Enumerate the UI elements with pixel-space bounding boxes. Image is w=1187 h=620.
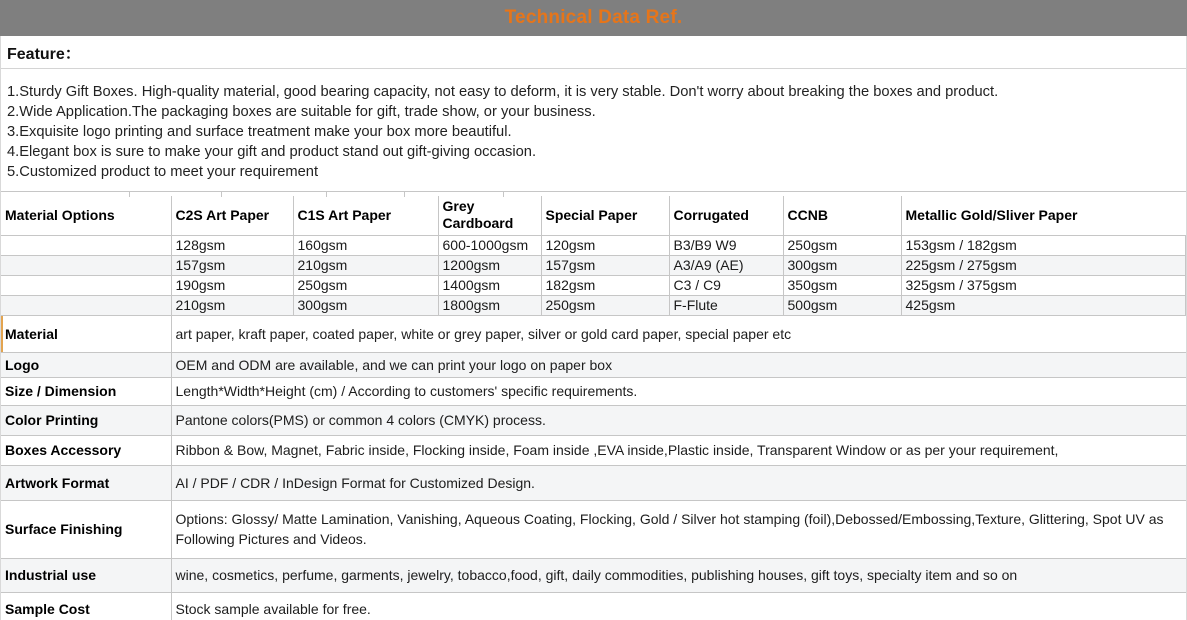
table-cell: 210gsm — [171, 295, 293, 315]
table-cell: 153gsm / 182gsm — [901, 235, 1186, 255]
table-cell: 250gsm — [783, 235, 901, 255]
table-cell — [1, 255, 171, 275]
row-value: Pantone colors(PMS) or common 4 colors (CMYK) process. — [171, 405, 1186, 435]
table-cell: 210gsm — [293, 255, 438, 275]
title-bar — [0, 0, 1187, 36]
table-cell: F-Flute — [669, 295, 783, 315]
detail-row-boxes-accessory — [1, 435, 1186, 465]
column-header-row — [1, 196, 1186, 235]
material-option-row — [1, 295, 1186, 315]
table-top-remnant — [1, 191, 1186, 196]
column-header-grey-cardboard: Grey Cardboard — [438, 196, 541, 235]
divider — [221, 192, 222, 197]
content — [0, 36, 1187, 620]
divider — [503, 192, 504, 197]
detail-row-industrial-use — [1, 558, 1186, 592]
table-cell: 157gsm — [541, 255, 669, 275]
table-cell: C3 / C9 — [669, 275, 783, 295]
table-cell: 190gsm — [171, 275, 293, 295]
material-option-row — [1, 235, 1186, 255]
divider — [326, 192, 327, 197]
row-value: Ribbon & Bow, Magnet, Fabric inside, Flocking inside, Foam inside ,EVA inside,Plastic inside, Transparent Window or as per your requirement, — [171, 435, 1186, 465]
divider — [129, 192, 130, 197]
divider — [404, 192, 405, 197]
table-cell: 157gsm — [171, 255, 293, 275]
feature-item: 5.Customized product to meet your requirement — [7, 164, 319, 180]
feature-item: 3.Exquisite logo printing and surface treatment make your box more beautiful. — [7, 124, 512, 140]
column-header-material-options: Material Options — [1, 196, 171, 235]
row-value: OEM and ODM are available, and we can print your logo on paper box — [171, 352, 1186, 377]
row-value: AI / PDF / CDR / InDesign Format for Customized Design. — [171, 465, 1186, 500]
table-cell: 1400gsm — [438, 275, 541, 295]
table-cell: 250gsm — [541, 295, 669, 315]
table-cell: 225gsm / 275gsm — [901, 255, 1186, 275]
table-cell: 425gsm — [901, 295, 1186, 315]
row-label: Artwork Format — [1, 465, 171, 500]
detail-row-color-printing — [1, 405, 1186, 435]
table-cell — [1, 235, 171, 255]
column-header-metallic-paper: Metallic Gold/Sliver Paper — [901, 196, 1186, 235]
material-option-row — [1, 275, 1186, 295]
table-cell: 182gsm — [541, 275, 669, 295]
feature-item: 2.Wide Application.The packaging boxes are suitable for gift, trade show, or your business. — [7, 104, 596, 120]
page-title: Technical Data Ref. — [504, 7, 683, 28]
detail-row-size-dimension — [1, 377, 1186, 405]
row-value: wine, cosmetics, perfume, garments, jewelry, tobacco,food, gift, daily commodities, publishing houses, gift toys, specialty item and so on — [171, 558, 1186, 592]
table-cell — [1, 295, 171, 315]
spec-table — [1, 196, 1186, 620]
detail-row-material — [1, 315, 1186, 352]
row-label: Surface Finishing — [1, 500, 171, 558]
detail-row-surface-finishing — [1, 500, 1186, 558]
table-cell: A3/A9 (AE) — [669, 255, 783, 275]
table-cell: 160gsm — [293, 235, 438, 255]
table-cell: B3/B9 W9 — [669, 235, 783, 255]
feature-list — [1, 69, 1186, 191]
row-label: Industrial use — [1, 558, 171, 592]
table-cell: 300gsm — [293, 295, 438, 315]
row-value: Stock sample available for free. — [171, 592, 1186, 620]
table-cell: 128gsm — [171, 235, 293, 255]
column-header-c1s-art-paper: C1S Art Paper — [293, 196, 438, 235]
table-cell: 325gsm / 375gsm — [901, 275, 1186, 295]
column-header-c2s-art-paper: C2S Art Paper — [171, 196, 293, 235]
row-value: Options: Glossy/ Matte Lamination, Vanishing, Aqueous Coating, Flocking, Gold / Silver hot stamping (foil),Debossed/Embossing,Texture, Glittering, Spot UV as Following Pictures and Videos. — [171, 500, 1186, 558]
row-label: Size / Dimension — [1, 377, 171, 405]
row-label: Logo — [1, 352, 171, 377]
row-label: Material — [1, 315, 171, 352]
row-label: Color Printing — [1, 405, 171, 435]
table-cell: 500gsm — [783, 295, 901, 315]
feature-item: 1.Sturdy Gift Boxes. High-quality material, good bearing capacity, not easy to deform, it is very stable. Don't worry about breaking the boxes and product. — [7, 84, 999, 100]
material-option-row — [1, 255, 1186, 275]
detail-row-artwork-format — [1, 465, 1186, 500]
column-header-corrugated: Corrugated — [669, 196, 783, 235]
detail-row-sample-cost — [1, 592, 1186, 620]
feature-heading: Feature： — [1, 36, 1186, 69]
table-cell: 250gsm — [293, 275, 438, 295]
table-cell: 350gsm — [783, 275, 901, 295]
column-header-ccnb: CCNB — [783, 196, 901, 235]
row-label: Sample Cost — [1, 592, 171, 620]
row-value: Length*Width*Height (cm) / According to customers' specific requirements. — [171, 377, 1186, 405]
table-cell — [1, 275, 171, 295]
detail-row-logo — [1, 352, 1186, 377]
table-cell: 300gsm — [783, 255, 901, 275]
feature-item: 4.Elegant box is sure to make your gift and product stand out gift-giving occasion. — [7, 144, 537, 160]
table-cell: 1200gsm — [438, 255, 541, 275]
row-value: art paper, kraft paper, coated paper, white or grey paper, silver or gold card paper, special paper etc — [171, 315, 1186, 352]
row-label: Boxes Accessory — [1, 435, 171, 465]
column-header-special-paper: Special Paper — [541, 196, 669, 235]
table-cell: 1800gsm — [438, 295, 541, 315]
table-cell: 600-1000gsm — [438, 235, 541, 255]
table-cell: 120gsm — [541, 235, 669, 255]
